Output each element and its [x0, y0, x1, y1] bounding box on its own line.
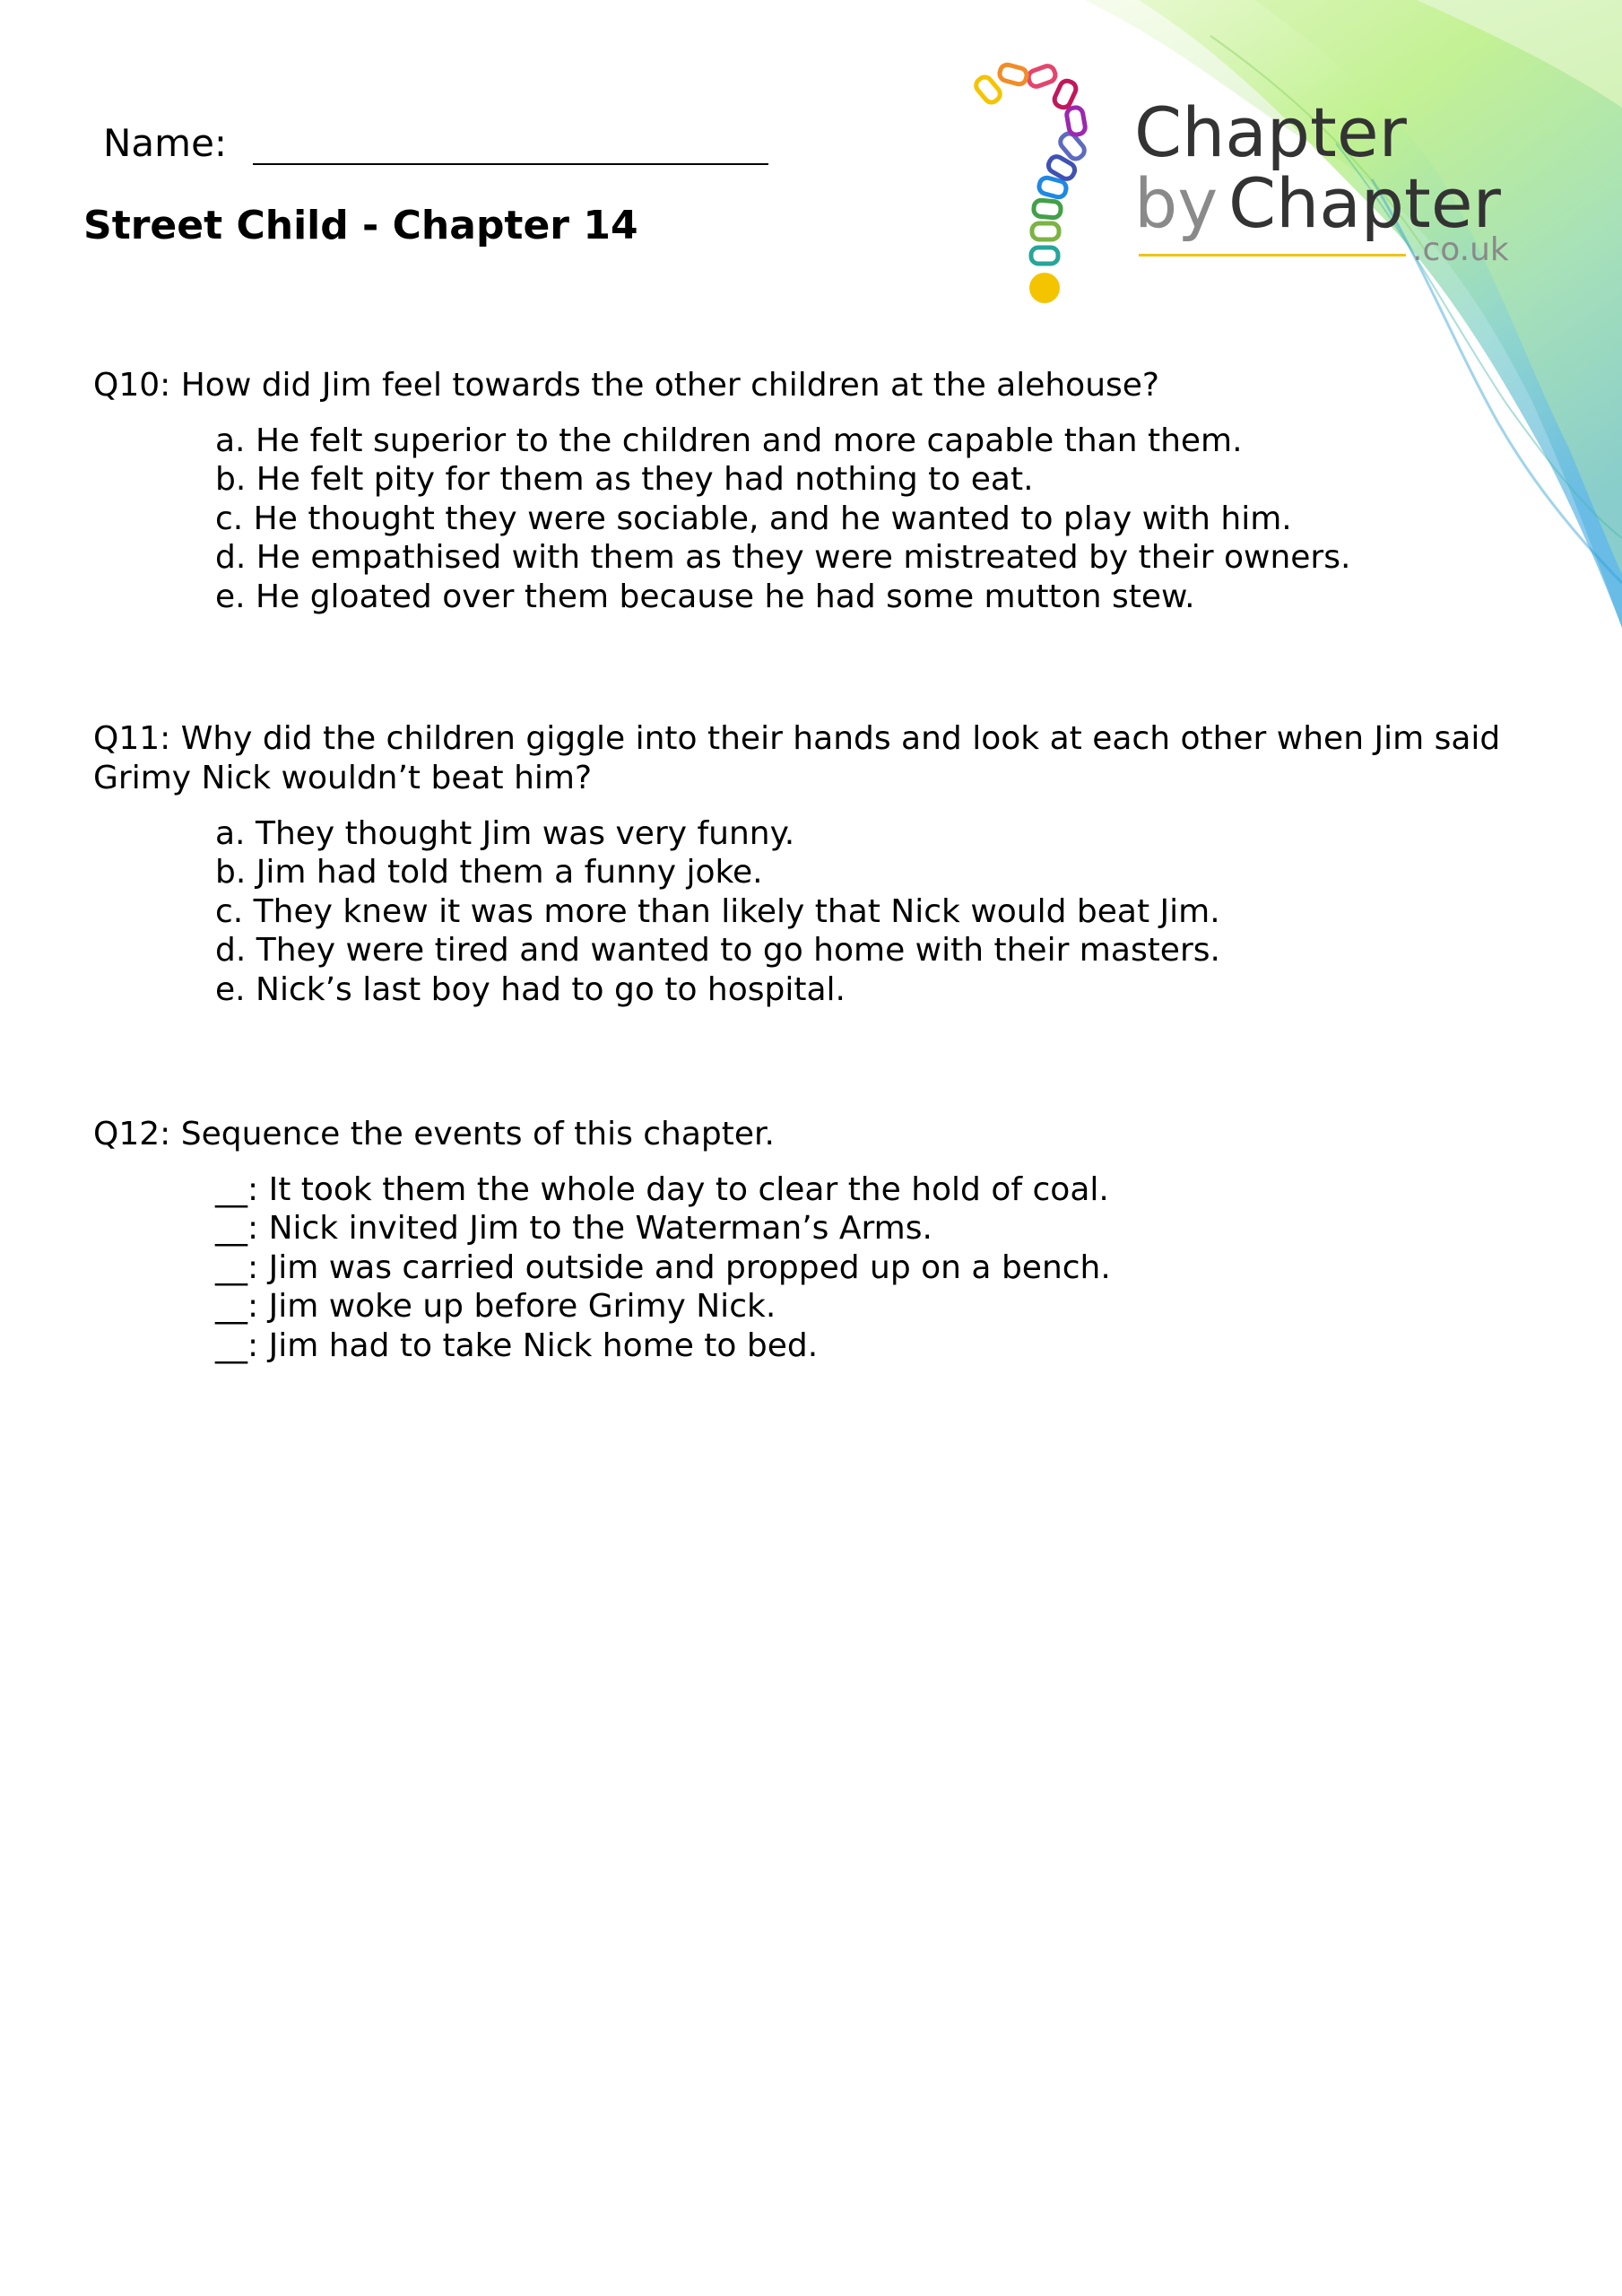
answer-option-e: e. He gloated over them because he had some mutton stew. [215, 578, 1195, 615]
book-bead-icon [998, 63, 1028, 85]
page-title: Street Child - Chapter 14 [83, 203, 638, 248]
book-bead-icon [1031, 248, 1058, 264]
sequence-items [215, 1170, 1546, 1365]
question-12 [93, 1115, 1546, 1365]
answer-option-e: e. Nick’s last boy had to go to hospital. [215, 970, 846, 1008]
sequence-item: __: Jim woke up before Grimy Nick. [215, 1288, 776, 1326]
name-write-line[interactable] [253, 163, 768, 165]
answer-options [215, 814, 1546, 1009]
answer-option-a: a. They thought Jim was very funny. [215, 815, 795, 852]
question-text: Q11: Why did the children giggle into their hands and look at each other when Jim said Grimy Nick wouldn’t beat him? [93, 720, 1501, 796]
answer-option-d: d. They were tired and wanted to go home with their masters. [215, 932, 1220, 970]
book-bead-icon [1033, 200, 1061, 219]
answer-option-c: c. They knew it was more than likely that Nick would beat Jim. [215, 892, 1220, 930]
sequence-item: __: It took them the whole day to clear the hold of coal. [215, 1171, 1109, 1208]
logo-word-chapter: Chapter [1134, 92, 1407, 172]
answer-option-a: a. He felt superior to the children and more capable than them. [215, 422, 1243, 459]
question-mark-books-icon [959, 49, 1121, 309]
book-bead-icon [973, 74, 1002, 106]
sequence-item: __: Nick invited Jim to the Waterman’s Arms. [215, 1210, 932, 1248]
answer-option-b: b. He felt pity for them as they had nothing to eat. [215, 461, 1034, 499]
answer-options [215, 422, 1546, 616]
book-bead-icon [1027, 64, 1057, 88]
book-bead-icon [1032, 223, 1059, 239]
chapter-by-chapter-logo [959, 49, 1533, 318]
sequence-item: __: Jim was carried outside and propped up on a bench. [215, 1248, 1111, 1286]
answer-option-d: d. He empathised with them as they were mistreated by their owners. [215, 539, 1351, 577]
logo-word-by: by [1134, 163, 1219, 243]
question-10 [93, 366, 1546, 616]
name-label: Name: [103, 121, 228, 165]
sequence-item: __: Jim had to take Nick home to bed. [215, 1326, 819, 1364]
answer-option-b: b. Jim had told them a funny joke. [215, 854, 763, 891]
book-bead-icon [1053, 79, 1079, 110]
name-field [103, 117, 776, 170]
question-mark-dot [1029, 273, 1060, 303]
logo-domain: .co.uk [1412, 231, 1509, 268]
question-11 [93, 719, 1546, 1009]
answer-option-c: c. He thought they were sociable, and he wanted to play with him. [215, 500, 1292, 537]
question-text: Q12: Sequence the events of this chapter. [93, 1116, 775, 1152]
question-text: Q10: How did Jim feel towards the other children at the alehouse? [93, 367, 1160, 404]
logo-underline [1139, 254, 1406, 257]
logo-word-chapter-2: Chapter [1228, 163, 1501, 243]
book-bead-icon [1066, 107, 1087, 136]
